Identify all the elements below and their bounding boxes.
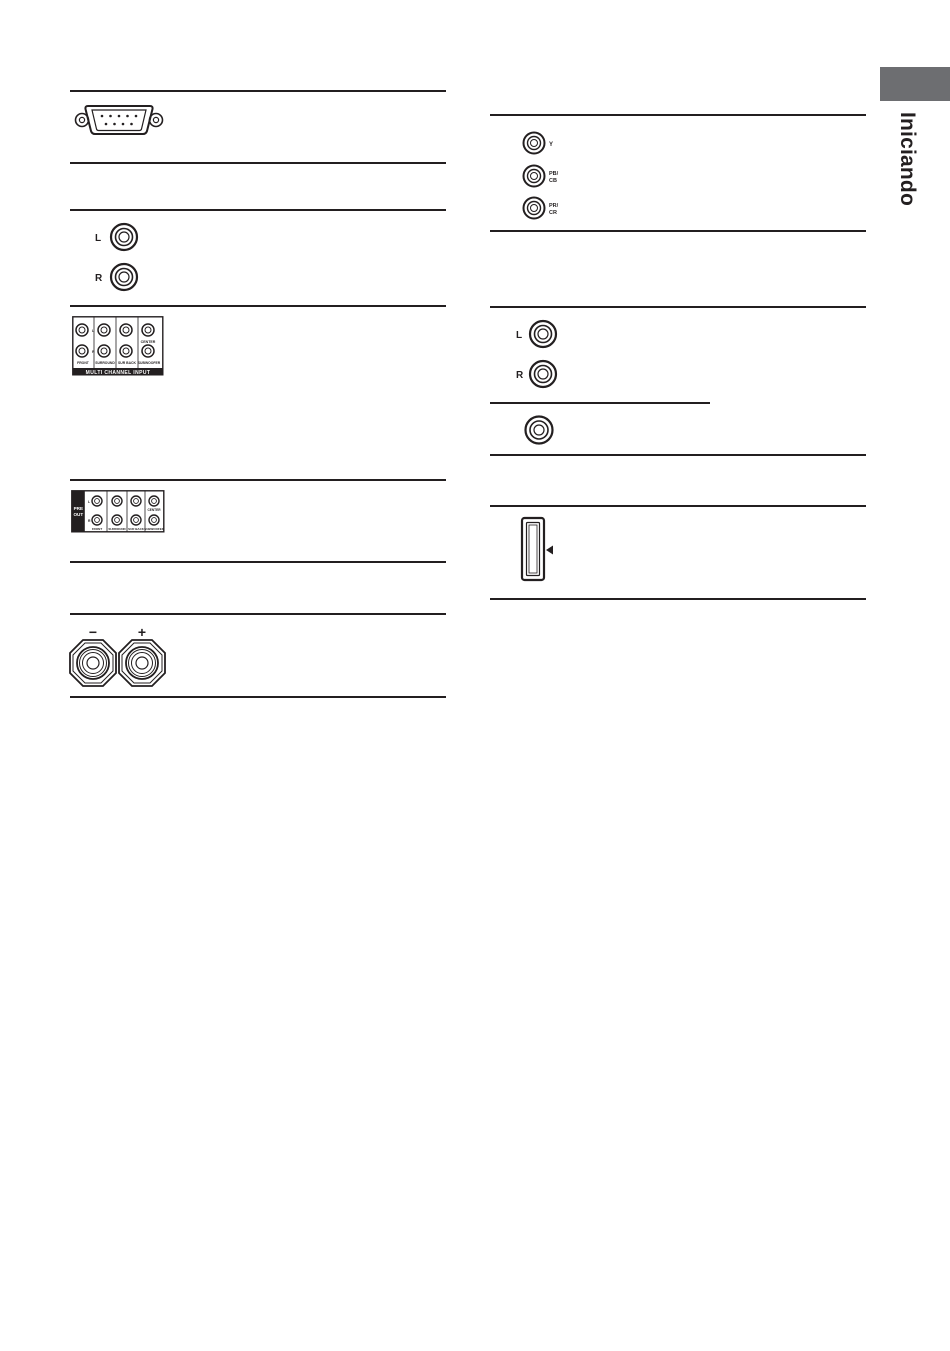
dsub-serial-connector-icon [74, 100, 164, 140]
table-rule [70, 696, 446, 698]
table-rule [70, 90, 446, 92]
section-tab-marker [880, 67, 950, 101]
center-channel-label: CENTER [147, 508, 161, 512]
multi-channel-input-label: MULTI CHANNEL INPUT [85, 369, 151, 376]
multi-channel-input-panel-icon [72, 316, 164, 376]
row-label-l: L [88, 500, 91, 504]
table-rule [490, 230, 866, 232]
table-rule [490, 505, 866, 507]
jack-label-left: L [516, 330, 523, 341]
pre-out-panel-icon [71, 490, 165, 534]
table-rule [70, 305, 446, 307]
jack-label-right: R [516, 370, 524, 381]
table-rule [490, 306, 866, 308]
component-video-jacks-icon [520, 127, 590, 225]
table-rule [490, 454, 866, 456]
section-title-text: Iniciando [896, 112, 919, 206]
video-label-pr: PR/ [549, 203, 559, 209]
table-rule [70, 561, 446, 563]
section-title-vertical [885, 112, 921, 232]
table-rule [70, 613, 446, 615]
analog-audio-lr-jacks-icon [90, 218, 150, 298]
channel-label-subwoofer: SUBWOOFER [137, 361, 161, 365]
pre-out-label: PRE [73, 506, 84, 511]
terminal-plus-label: + [137, 624, 147, 640]
speaker-terminals-icon [68, 623, 168, 689]
coaxial-jack-icon [524, 413, 556, 447]
channel-label-front: FRONT [77, 361, 89, 365]
row-label-r: R [92, 350, 95, 354]
channel-label-surround: SURROUND [95, 361, 115, 365]
video-label-y: Y [549, 142, 554, 148]
row-label-r: R [88, 519, 91, 523]
table-rule [490, 402, 710, 404]
usb-port-icon [520, 516, 560, 582]
table-rule [70, 479, 446, 481]
channel-label-subwoofer: SUBWOOFER [144, 527, 164, 531]
terminal-minus-label: − [88, 624, 98, 640]
channel-label-front: FRONT [91, 527, 103, 531]
video-label-cb: CB [549, 178, 557, 184]
jack-label-right: R [95, 273, 103, 284]
table-rule [490, 114, 866, 116]
channel-label-surround: SURROUND [108, 527, 126, 531]
video-label-cr: CR [549, 210, 557, 216]
table-rule [70, 209, 446, 211]
table-rule [490, 598, 866, 600]
channel-label-sur-back: SUR BACK [128, 527, 144, 531]
center-channel-label: CENTER [140, 340, 156, 344]
channel-label-sur-back: SUR BACK [118, 361, 136, 365]
analog-audio-lr-jacks-icon [512, 316, 572, 396]
video-label-pb: PB/ [549, 171, 559, 177]
jack-label-left: L [95, 233, 102, 244]
table-rule [70, 162, 446, 164]
row-label-l: L [92, 329, 95, 333]
arrow-left-icon [546, 546, 553, 555]
pre-out-label: OUT [73, 512, 84, 517]
